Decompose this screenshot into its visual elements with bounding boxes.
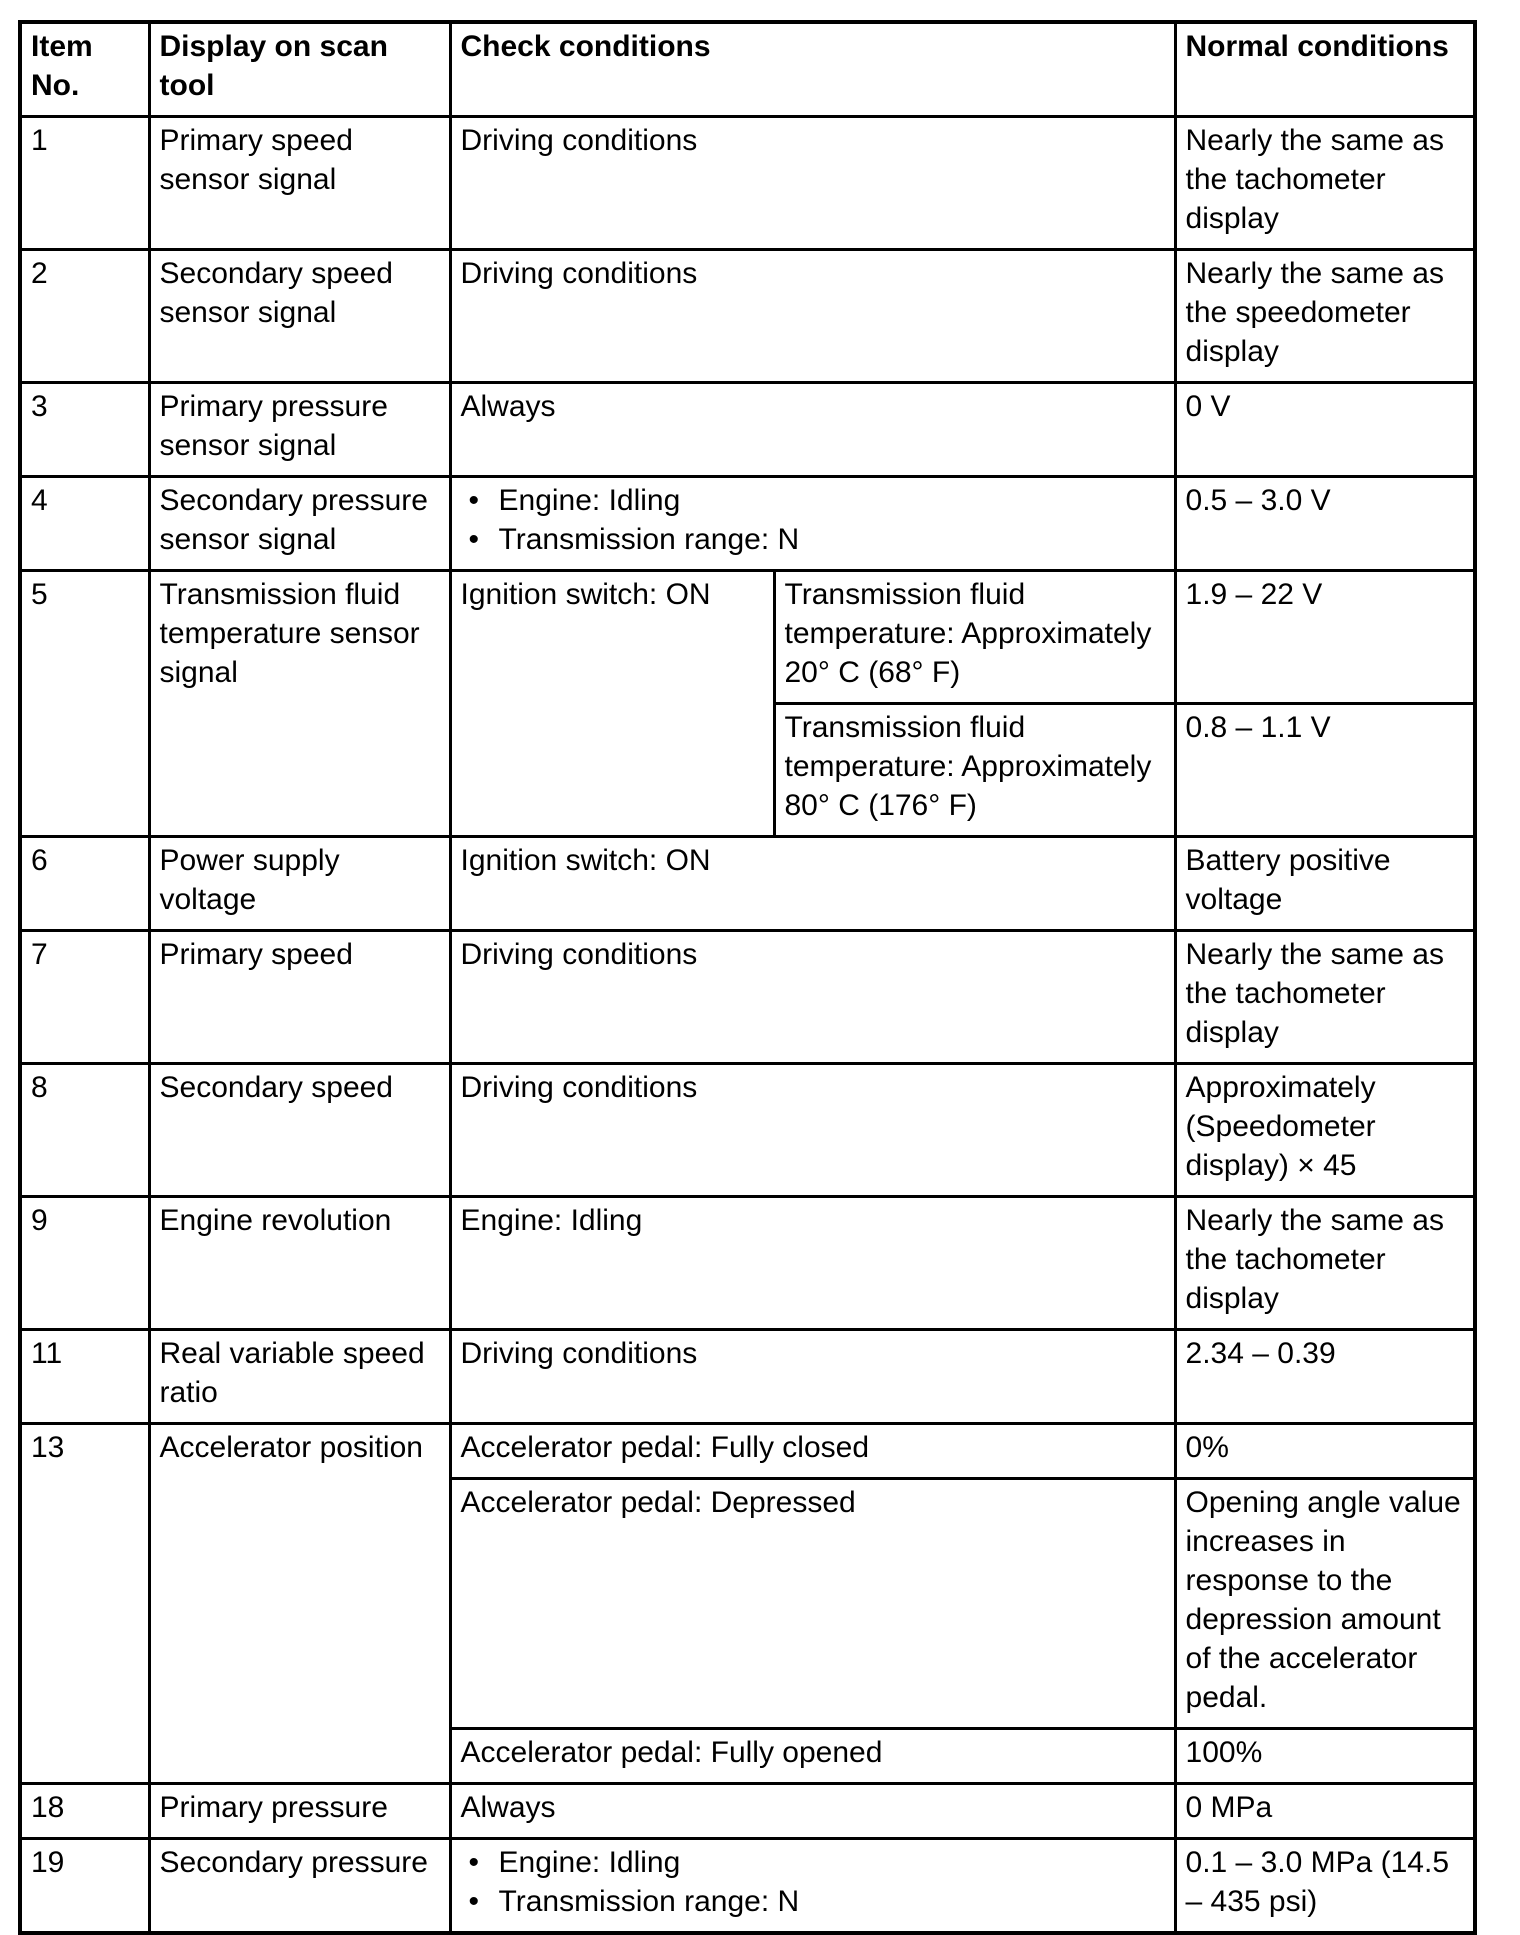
- bullet-text: Engine: Idling: [498, 484, 681, 517]
- bullet-text: Transmission range: N: [498, 1885, 800, 1918]
- normal-cell: Battery positive voltage: [1175, 837, 1475, 931]
- check-cell: Driving conditions: [450, 1330, 1175, 1424]
- display-cell: Primary speed: [149, 931, 450, 1064]
- display-cell: Primary pressure: [149, 1784, 450, 1839]
- table-row-item-18: [20, 1784, 1475, 1839]
- scan-tool-data-table: [18, 20, 1477, 1935]
- normal-cell: 0%: [1175, 1424, 1475, 1479]
- check-cell: Always: [450, 383, 1175, 477]
- table-row-item-3: [20, 383, 1475, 477]
- item-no-cell: 11: [20, 1330, 149, 1424]
- table-row-item-5: [20, 571, 1475, 704]
- table-row-item-13: [20, 1424, 1475, 1479]
- check-cell: Ignition switch: ON: [450, 837, 1175, 931]
- normal-cell: Nearly the same as the tachometer display: [1175, 931, 1475, 1064]
- check-cell: Ignition switch: ON: [450, 571, 774, 837]
- column-header-item-no: Item No.: [20, 22, 149, 117]
- table-row-item-19: [20, 1839, 1475, 1934]
- check-cell: Always: [450, 1784, 1175, 1839]
- check-bullet-item: [461, 1882, 1165, 1921]
- display-cell: Secondary speed sensor signal: [149, 250, 450, 383]
- normal-cell: Opening angle value increases in response to the depression amount of the accelerator pedal.: [1175, 1479, 1475, 1729]
- item-no-cell: 3: [20, 383, 149, 477]
- display-cell: Engine revolution: [149, 1197, 450, 1330]
- check-sub-condition-cell: Accelerator pedal: Fully opened: [450, 1729, 1175, 1784]
- normal-cell: Nearly the same as the speedometer display: [1175, 250, 1475, 383]
- normal-cell: Nearly the same as the tachometer display: [1175, 1197, 1475, 1330]
- table-row-item-7: [20, 931, 1475, 1064]
- display-cell: Real variable speed ratio: [149, 1330, 450, 1424]
- check-sub-condition-cell: Transmission fluid temperature: Approximately 20° C (68° F): [774, 571, 1175, 704]
- check-bullet-item: [461, 481, 1165, 520]
- display-cell: Power supply voltage: [149, 837, 450, 931]
- item-no-cell: 5: [20, 571, 149, 837]
- item-no-cell: 2: [20, 250, 149, 383]
- normal-cell: Approximately (Speedometer display) × 45: [1175, 1064, 1475, 1197]
- table-row-item-4: [20, 477, 1475, 571]
- column-header-normal: Normal conditions: [1175, 22, 1475, 117]
- display-cell: Transmission fluid temperature sensor signal: [149, 571, 450, 837]
- table-row-item-2: [20, 250, 1475, 383]
- header-row: [20, 22, 1475, 117]
- normal-cell: 100%: [1175, 1729, 1475, 1784]
- normal-cell: 0.8 – 1.1 V: [1175, 704, 1475, 837]
- table-row-item-11: [20, 1330, 1475, 1424]
- bullet-text: Transmission range: N: [498, 523, 800, 556]
- item-no-cell: 13: [20, 1424, 149, 1784]
- check-sub-condition-cell: Transmission fluid temperature: Approximately 80° C (176° F): [774, 704, 1175, 837]
- item-no-cell: 18: [20, 1784, 149, 1839]
- item-no-cell: 7: [20, 931, 149, 1064]
- item-no-cell: 4: [20, 477, 149, 571]
- check-cell: Driving conditions: [450, 1064, 1175, 1197]
- normal-cell: 0 V: [1175, 383, 1475, 477]
- display-cell: Secondary pressure sensor signal: [149, 477, 450, 571]
- item-no-cell: 6: [20, 837, 149, 931]
- check-cell: Driving conditions: [450, 931, 1175, 1064]
- normal-cell: 2.34 – 0.39: [1175, 1330, 1475, 1424]
- normal-cell: Nearly the same as the tachometer display: [1175, 117, 1475, 250]
- check-bullet-item: [461, 1843, 1165, 1882]
- item-no-cell: 1: [20, 117, 149, 250]
- display-cell: Secondary speed: [149, 1064, 450, 1197]
- table-row-item-1: [20, 117, 1475, 250]
- check-cell: Engine: Idling: [450, 1197, 1175, 1330]
- display-cell: Accelerator position: [149, 1424, 450, 1784]
- item-no-cell: 8: [20, 1064, 149, 1197]
- item-no-cell: 19: [20, 1839, 149, 1934]
- display-cell: Primary pressure sensor signal: [149, 383, 450, 477]
- display-cell: Primary speed sensor signal: [149, 117, 450, 250]
- check-cell: [450, 477, 1175, 571]
- check-cell: Driving conditions: [450, 117, 1175, 250]
- normal-cell: 0 MPa: [1175, 1784, 1475, 1839]
- check-sub-condition-cell: Accelerator pedal: Fully closed: [450, 1424, 1175, 1479]
- table-row-item-6: [20, 837, 1475, 931]
- check-bullet-item: [461, 520, 1165, 559]
- column-header-check: Check conditions: [450, 22, 1175, 117]
- table-row-item-9: [20, 1197, 1475, 1330]
- check-sub-condition-cell: Accelerator pedal: Depressed: [450, 1479, 1175, 1729]
- display-cell: Secondary pressure: [149, 1839, 450, 1934]
- check-cell: [450, 1839, 1175, 1934]
- column-header-display: Display on scan tool: [149, 22, 450, 117]
- normal-cell: 1.9 – 22 V: [1175, 571, 1475, 704]
- item-no-cell: 9: [20, 1197, 149, 1330]
- normal-cell: 0.1 – 3.0 MPa (14.5 – 435 psi): [1175, 1839, 1475, 1934]
- check-cell: Driving conditions: [450, 250, 1175, 383]
- normal-cell: 0.5 – 3.0 V: [1175, 477, 1475, 571]
- table-row-item-8: [20, 1064, 1475, 1197]
- bullet-text: Engine: Idling: [498, 1846, 681, 1879]
